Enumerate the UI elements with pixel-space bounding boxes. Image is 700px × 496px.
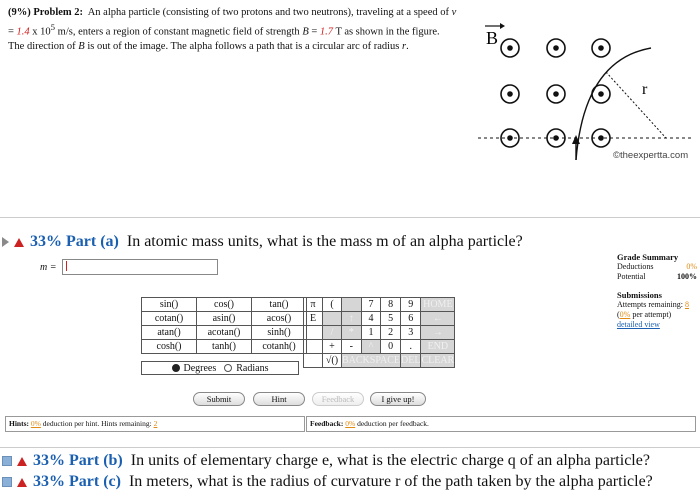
- potential-row: [617, 272, 697, 282]
- hints-label: Hints:: [9, 419, 30, 428]
- part-b-question: In units of elementary charge e, what is the electric charge q of an alpha particle?: [130, 452, 650, 469]
- radians-label: Radians: [236, 362, 269, 374]
- part-a-percent: 33% Part (a): [30, 233, 119, 250]
- magnetic-field-figure: [466, 10, 696, 210]
- part-b-icon: [2, 456, 12, 466]
- equals-v: =: [8, 26, 17, 38]
- per-attempt-open: (: [617, 310, 620, 319]
- text-cursor: [66, 261, 67, 271]
- problem-label: (9%) Problem 2:: [8, 7, 84, 18]
- up-arrow-key[interactable]: ↑: [342, 312, 362, 326]
- hints-text: deduction per hint. Hints remaining:: [40, 419, 154, 428]
- give-up-button[interactable]: I give up!: [370, 392, 426, 406]
- radians-radio[interactable]: [224, 364, 232, 372]
- key-3[interactable]: 3: [401, 326, 421, 340]
- problem-text-2: is out of the image. The alpha follows a path that is a circular arc of radius: [84, 40, 400, 52]
- b-symbol-2: B: [78, 40, 85, 52]
- part-c-percent: 33% Part (c): [33, 473, 121, 490]
- tanh-button[interactable]: tanh(): [197, 340, 252, 354]
- left-arrow-key[interactable]: ←: [421, 312, 455, 326]
- dot-key[interactable]: .: [401, 340, 421, 354]
- per-attempt-row: [617, 310, 697, 320]
- feedback-button[interactable]: Feedback: [312, 392, 364, 406]
- answer-input[interactable]: [62, 259, 218, 275]
- potential-value: 100%: [677, 272, 697, 281]
- part-divider: [0, 447, 700, 448]
- v-symbol: v: [451, 7, 457, 18]
- k-key[interactable]: [323, 312, 342, 326]
- b-symbol: B: [302, 26, 309, 38]
- b-field-label: B: [486, 28, 499, 48]
- angle-mode-selector: [141, 361, 299, 375]
- part-c-title[interactable]: [2, 473, 653, 491]
- b-vector-arrowhead: [500, 23, 505, 29]
- plus-key[interactable]: +: [323, 340, 342, 354]
- hints-bar: [5, 416, 305, 432]
- warning-triangle-icon: [17, 478, 27, 487]
- expand-arrow-icon[interactable]: [2, 237, 9, 247]
- caret-key[interactable]: ^: [361, 340, 381, 354]
- period: .: [406, 40, 409, 52]
- minus-key[interactable]: -: [342, 340, 362, 354]
- feedback-label: Feedback:: [310, 419, 344, 428]
- v-exponent: 5: [50, 22, 56, 32]
- detailed-view-link[interactable]: detailed view: [617, 320, 660, 329]
- close-paren-key[interactable]: [342, 298, 362, 312]
- cosh-button[interactable]: cosh(): [142, 340, 197, 354]
- blank-key-2[interactable]: [304, 340, 323, 354]
- end-key[interactable]: END: [421, 340, 455, 354]
- deductions-row: [617, 262, 697, 272]
- calculator-functions: [141, 297, 307, 354]
- asin-button[interactable]: asin(): [197, 312, 252, 326]
- v-value: 1.4: [16, 26, 30, 38]
- acotan-button[interactable]: acotan(): [197, 326, 252, 340]
- cotan-button[interactable]: cotan(): [142, 312, 197, 326]
- sinh-button[interactable]: sinh(): [252, 326, 307, 340]
- del-key[interactable]: DEL: [401, 355, 421, 366]
- equals-b: =: [308, 26, 320, 38]
- feedback-text: deduction per feedback.: [355, 419, 429, 428]
- sin-button[interactable]: sin(): [142, 298, 197, 312]
- key-1[interactable]: 1: [361, 326, 381, 340]
- feedback-bar: [306, 416, 696, 432]
- warning-triangle-icon: [14, 238, 24, 247]
- part-b-title[interactable]: [2, 452, 650, 470]
- key-2[interactable]: 2: [381, 326, 401, 340]
- part-b-percent: 33% Part (b): [33, 452, 123, 469]
- acos-button[interactable]: acos(): [252, 312, 307, 326]
- attempts-row: [617, 300, 697, 310]
- problem-text-1: An alpha particle (consisting of two protons and two neutrons), traveling at a speed of: [87, 7, 449, 18]
- key-7[interactable]: 7: [361, 298, 381, 312]
- radius-label: r: [642, 81, 648, 98]
- feedback-percent: 0%: [345, 419, 356, 428]
- v-unit: m/s, enters a region of constant magnetic field of strength: [55, 26, 300, 38]
- pi-key[interactable]: π: [304, 298, 323, 312]
- watermark: ©theexpertta.com: [613, 150, 689, 161]
- calculator-keypad: [303, 297, 455, 368]
- clear-key[interactable]: CLEAR: [421, 355, 455, 366]
- field-dot-centers: [507, 45, 604, 141]
- cotanh-button[interactable]: cotanh(): [252, 340, 307, 354]
- m-input-label: m =: [40, 262, 57, 273]
- part-c-icon: [2, 477, 12, 487]
- hints-remaining: 2: [153, 419, 158, 428]
- backspace-key[interactable]: BACKSPACE: [342, 355, 400, 366]
- hint-button[interactable]: Hint: [253, 392, 305, 406]
- key-5[interactable]: 5: [381, 312, 401, 326]
- key-0[interactable]: 0: [381, 340, 401, 354]
- atan-button[interactable]: atan(): [142, 326, 197, 340]
- potential-label: Potential: [617, 272, 646, 281]
- blank-key-3[interactable]: [304, 354, 323, 368]
- degrees-label: Degrees: [183, 362, 217, 374]
- right-arrow-key[interactable]: →: [421, 326, 455, 340]
- cos-button[interactable]: cos(): [197, 298, 252, 312]
- deductions-label: Deductions: [617, 262, 654, 271]
- grade-summary: [617, 252, 697, 330]
- star-key[interactable]: *: [342, 326, 362, 340]
- attempts-value: 8: [685, 300, 689, 309]
- submit-button[interactable]: Submit: [193, 392, 245, 406]
- key-9[interactable]: 9: [401, 298, 421, 312]
- key-6[interactable]: 6: [401, 312, 421, 326]
- r-symbol: r: [402, 40, 407, 52]
- slash-key[interactable]: /: [323, 326, 342, 340]
- part-c-question: In meters, what is the radius of curvature r of the path taken by the alpha particle?: [128, 473, 653, 490]
- warning-triangle-icon: [17, 457, 27, 466]
- attempts-label: Attempts remaining:: [617, 300, 683, 309]
- b-value: 1.7: [319, 26, 334, 38]
- home-key[interactable]: HOME: [421, 298, 455, 312]
- times-ten: x 10: [29, 26, 51, 38]
- per-attempt-label: per attempt): [630, 310, 672, 319]
- submissions-title: Submissions: [617, 290, 662, 300]
- key-8[interactable]: 8: [381, 298, 401, 312]
- per-attempt-value: 0%: [619, 310, 631, 319]
- tan-button[interactable]: tan(): [252, 298, 307, 312]
- deductions-value: 0%: [686, 262, 697, 271]
- section-divider: [0, 217, 700, 218]
- sqrt-key[interactable]: √(): [323, 354, 342, 368]
- blank-key[interactable]: [304, 326, 323, 340]
- problem-statement: [8, 6, 458, 54]
- alpha-path-arc: [576, 48, 651, 160]
- part-a-title[interactable]: [2, 233, 523, 251]
- degrees-radio[interactable]: [172, 364, 180, 372]
- open-paren-key[interactable]: (: [323, 298, 342, 312]
- part-a-question: In atomic mass units, what is the mass m of an alpha particle?: [126, 233, 523, 250]
- grade-summary-title: Grade Summary: [617, 252, 679, 262]
- b-unit: T as shown in the figure. The direction of: [8, 26, 440, 52]
- e-key[interactable]: E: [304, 312, 323, 326]
- radius-dashed-line: [606, 72, 666, 138]
- hints-percent: 0%: [30, 419, 41, 428]
- key-4[interactable]: 4: [361, 312, 381, 326]
